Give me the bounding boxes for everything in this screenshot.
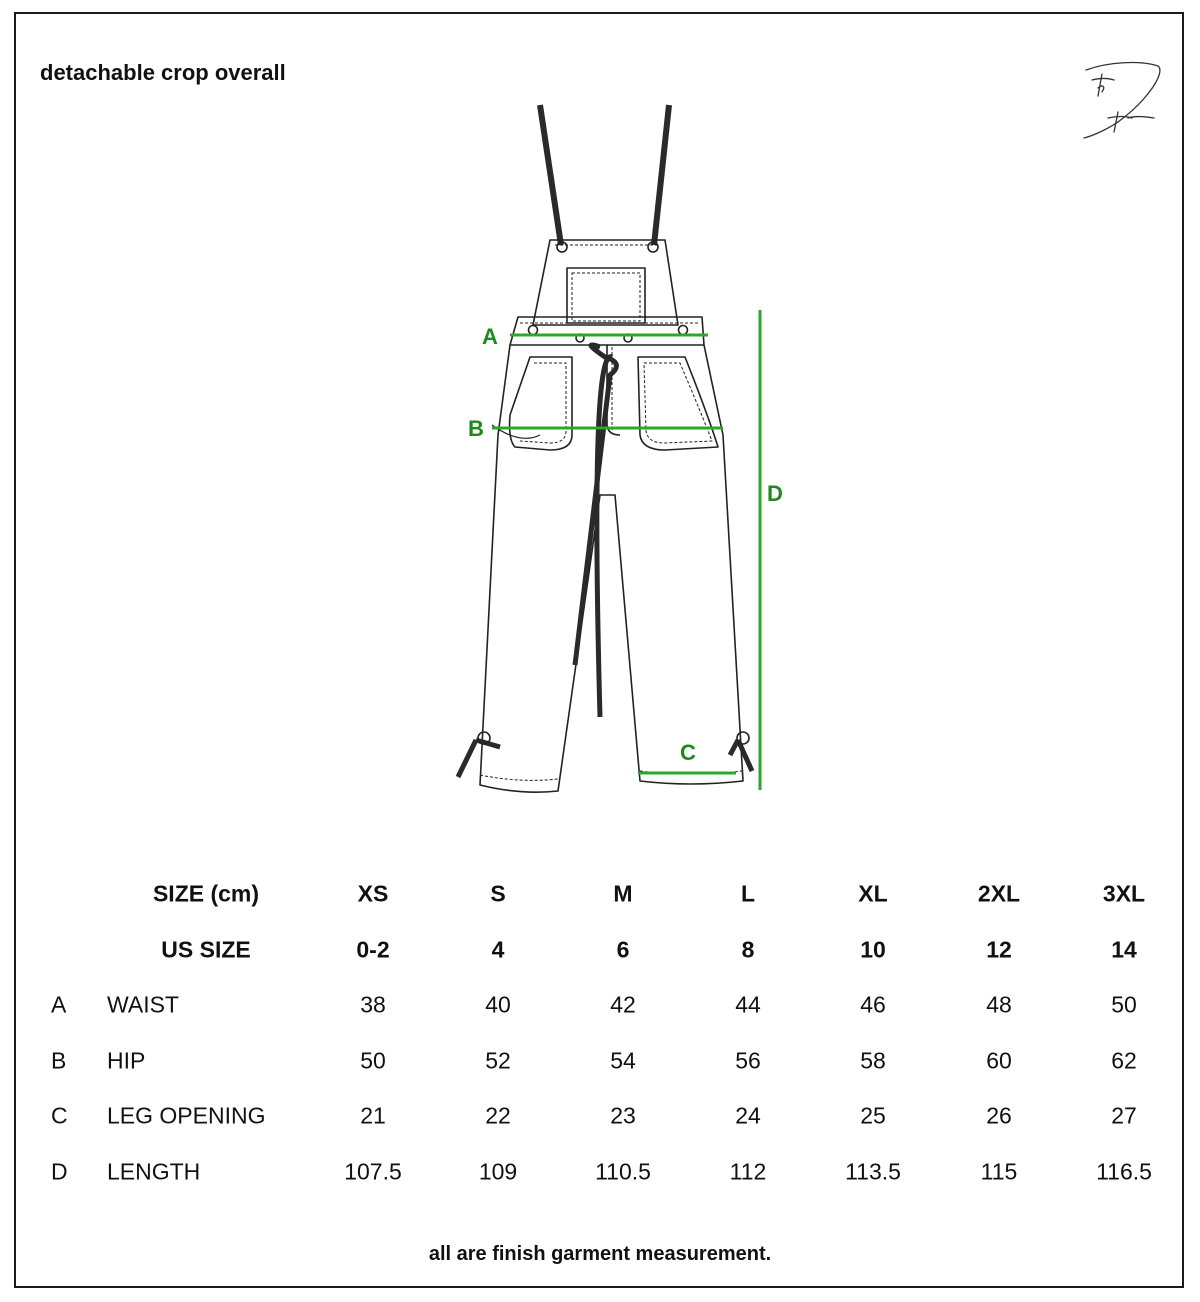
left-strap xyxy=(540,105,561,245)
table-cell: 27 xyxy=(1111,1102,1137,1129)
table-cell: 62 xyxy=(1111,1047,1137,1074)
left-ankle-tie xyxy=(458,740,500,777)
row-name: LEG OPENING xyxy=(107,1102,266,1129)
row-code: D xyxy=(51,1158,68,1185)
size-col-header: 3XL xyxy=(1102,880,1146,907)
label-d: D xyxy=(767,481,783,506)
table-cell: 116.5 xyxy=(1096,1158,1152,1185)
size-col-header: M xyxy=(613,880,633,907)
us-size-cell: 14 xyxy=(1111,936,1137,963)
label-b: B xyxy=(468,416,484,441)
us-size-cell: 6 xyxy=(616,936,630,963)
table-cell: 44 xyxy=(735,991,761,1018)
bib xyxy=(533,240,678,325)
footer-note: all are finish garment measurement. xyxy=(428,1243,772,1265)
table-cell: 48 xyxy=(986,991,1012,1018)
table-cell: 50 xyxy=(360,1047,386,1074)
size-col-header: L xyxy=(740,880,756,907)
us-size-cell: 8 xyxy=(741,936,755,963)
row-name: WAIST xyxy=(107,991,179,1018)
us-size-cell: 12 xyxy=(986,936,1012,963)
table-cell: 58 xyxy=(860,1047,886,1074)
table-cell: 60 xyxy=(986,1047,1012,1074)
row-code: B xyxy=(51,1047,67,1074)
size-col-header: S xyxy=(490,880,506,907)
row-name: LENGTH xyxy=(107,1158,201,1185)
bib-pocket xyxy=(567,268,645,323)
table-cell: 56 xyxy=(735,1047,761,1074)
table-cell: 107.5 xyxy=(344,1158,402,1185)
us-size-cell: 4 xyxy=(491,936,505,963)
us-size-header: US SIZE xyxy=(161,936,251,963)
brand-logo xyxy=(1078,56,1164,144)
table-cell: 42 xyxy=(610,991,636,1018)
table-cell: 46 xyxy=(860,991,886,1018)
label-c: C xyxy=(680,740,696,765)
table-cell: 54 xyxy=(610,1047,636,1074)
page-title: detachable crop overall xyxy=(40,60,286,85)
table-cell: 110.5 xyxy=(595,1158,651,1185)
size-col-header: XL xyxy=(858,880,888,907)
table-cell: 50 xyxy=(1111,991,1137,1018)
table-cell: 22 xyxy=(485,1102,511,1129)
left-front-pocket xyxy=(510,357,572,450)
table-cell: 23 xyxy=(610,1102,636,1129)
table-cell: 112 xyxy=(729,1158,767,1185)
table-cell: 24 xyxy=(735,1102,761,1129)
size-col-header: XS xyxy=(357,880,389,907)
table-cell: 113.5 xyxy=(845,1158,901,1185)
overall-technical-sketch xyxy=(440,95,800,810)
label-a: A xyxy=(482,324,498,349)
table-cell: 38 xyxy=(360,991,386,1018)
size-header: SIZE (cm) xyxy=(152,880,260,907)
waistband xyxy=(510,317,704,345)
us-size-cell: 0-2 xyxy=(356,936,390,963)
table-cell: 52 xyxy=(485,1047,511,1074)
table-cell: 25 xyxy=(860,1102,886,1129)
table-cell: 40 xyxy=(485,991,511,1018)
us-size-cell: 10 xyxy=(860,936,886,963)
table-cell: 109 xyxy=(478,1158,518,1185)
table-cell: 26 xyxy=(986,1102,1012,1129)
row-code: C xyxy=(51,1102,68,1129)
row-code: A xyxy=(51,991,67,1018)
right-strap xyxy=(654,105,669,245)
table-cell: 21 xyxy=(360,1102,386,1129)
right-front-pocket xyxy=(638,357,718,450)
row-name: HIP xyxy=(107,1047,146,1074)
table-cell: 115 xyxy=(980,1158,1018,1185)
size-col-header: 2XL xyxy=(977,880,1021,907)
